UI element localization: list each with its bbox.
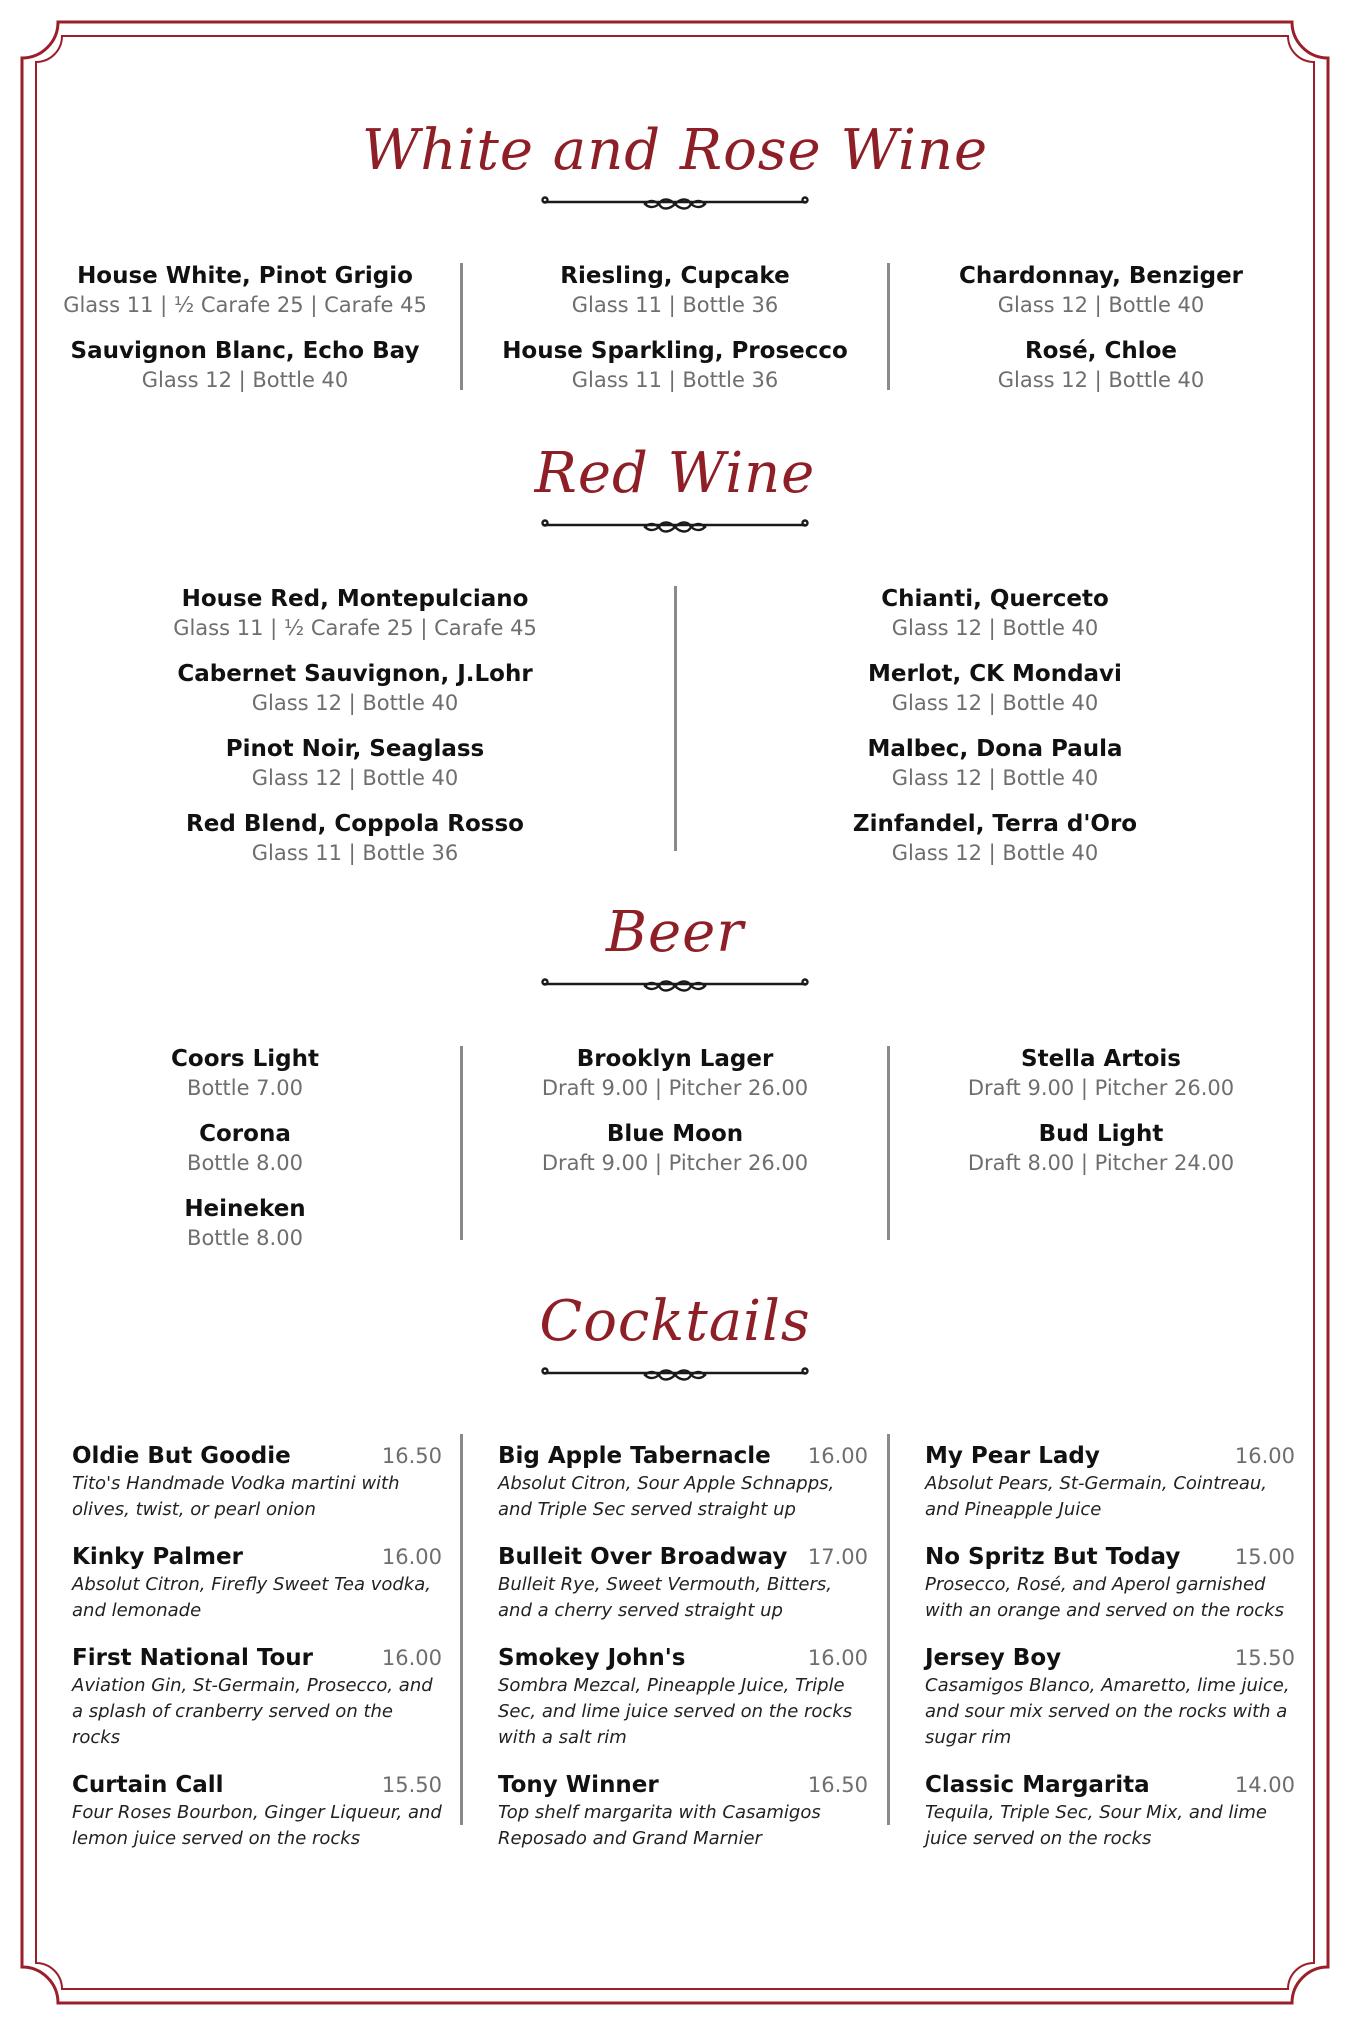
- menu-item: [470, 261, 880, 319]
- item-name: Chianti, Querceto: [881, 586, 1109, 612]
- cocktail-description: Aviation Gin, St-Germain, Prosecco, and a splash of cranberry served on the rocks: [72, 1675, 433, 1748]
- cocktail-item: [72, 1542, 442, 1624]
- column-divider: [460, 1046, 463, 1240]
- item-name: House White, Pinot Grigio: [77, 263, 413, 289]
- red-column-2: [790, 584, 1200, 884]
- beer-column-2: [470, 1044, 880, 1194]
- cocktail-price: 15.50: [381, 1773, 442, 1797]
- cocktail-price: 17.00: [807, 1545, 868, 1569]
- menu-item: [790, 734, 1200, 792]
- cocktail-description: Prosecco, Rosé, and Aperol garnished with an orange and served on the rocks: [925, 1574, 1284, 1621]
- section-title-cocktails: Cocktails: [539, 1289, 811, 1354]
- column-divider: [887, 263, 890, 390]
- item-price: Glass 12 | Bottle 40: [997, 293, 1205, 317]
- item-name: Merlot, CK Mondavi: [868, 661, 1122, 687]
- cocktail-item: [72, 1770, 442, 1852]
- cocktail-name: Big Apple Tabernacle: [498, 1443, 771, 1469]
- cocktail-name: My Pear Lady: [925, 1443, 1100, 1469]
- item-name: Cabernet Sauvignon, J.Lohr: [177, 661, 533, 687]
- menu-item: [470, 1119, 880, 1177]
- column-divider: [460, 263, 463, 390]
- cocktail-description: Absolut Citron, Firefly Sweet Tea vodka, and lemonade: [72, 1574, 431, 1621]
- cocktail-item: [925, 1770, 1295, 1852]
- item-name: Stella Artois: [1021, 1046, 1181, 1072]
- white-rose-column-3: [896, 261, 1306, 411]
- item-price: Glass 12 | Bottle 40: [891, 841, 1099, 865]
- item-price: Glass 11 | ½ Carafe 25 | Carafe 45: [63, 293, 427, 317]
- cocktail-name: Tony Winner: [498, 1772, 659, 1798]
- cocktail-price: 14.00: [1234, 1773, 1295, 1797]
- item-price: Draft 9.00 | Pitcher 26.00: [541, 1151, 809, 1175]
- white-rose-column-1: [40, 261, 450, 411]
- item-name: Zinfandel, Terra d'Oro: [852, 811, 1138, 837]
- cocktail-price: 16.00: [807, 1444, 868, 1468]
- item-name: House Sparkling, Prosecco: [502, 338, 848, 364]
- menu-item: [150, 809, 560, 867]
- item-name: Brooklyn Lager: [576, 1046, 774, 1072]
- menu-item: [150, 734, 560, 792]
- item-price: Glass 11 | Bottle 36: [571, 368, 779, 392]
- column-divider: [460, 1434, 463, 1825]
- cocktail-name: No Spritz But Today: [925, 1544, 1181, 1570]
- cocktail-price: 15.50: [1234, 1646, 1295, 1670]
- cocktail-price: 16.00: [807, 1646, 868, 1670]
- item-price: Glass 12 | Bottle 40: [251, 691, 459, 715]
- cocktail-price: 16.00: [381, 1646, 442, 1670]
- cocktail-item: [925, 1643, 1295, 1751]
- item-price: Draft 9.00 | Pitcher 26.00: [967, 1076, 1235, 1100]
- cocktail-item: [72, 1441, 442, 1523]
- menu-item: [896, 1044, 1306, 1102]
- cocktail-name: Jersey Boy: [925, 1645, 1062, 1671]
- menu-item: [896, 336, 1306, 394]
- item-price: Bottle 7.00: [187, 1076, 303, 1100]
- section-title-white-rose: White and Rose Wine: [361, 118, 989, 183]
- menu-item: [40, 1044, 450, 1102]
- menu-item: [470, 1044, 880, 1102]
- item-name: House Red, Montepulciano: [181, 586, 529, 612]
- item-name: Riesling, Cupcake: [560, 263, 790, 289]
- cocktail-description: Sombra Mezcal, Pineapple Juice, Triple Sec, and lime juice served on the rocks with a salt rim: [498, 1675, 853, 1748]
- menu-item: [470, 336, 880, 394]
- menu-item: [40, 1194, 450, 1252]
- item-name: Sauvignon Blanc, Echo Bay: [70, 338, 420, 364]
- cocktail-description: Tequila, Triple Sec, Sour Mix, and lime juice served on the rocks: [925, 1802, 1268, 1849]
- column-divider: [887, 1434, 890, 1825]
- beer-column-3: [896, 1044, 1306, 1194]
- item-name: Coors Light: [171, 1046, 319, 1072]
- menu-item: [896, 1119, 1306, 1177]
- cocktail-item: [925, 1441, 1295, 1523]
- section-title-beer: Beer: [605, 900, 745, 965]
- cocktail-description: Bulleit Rye, Sweet Vermouth, Bitters, and a cherry served straight up: [498, 1574, 833, 1621]
- item-name: Corona: [199, 1121, 291, 1147]
- item-price: Draft 8.00 | Pitcher 24.00: [967, 1151, 1235, 1175]
- cocktails-column-1: [72, 1441, 442, 1871]
- cocktail-name: Bulleit Over Broadway: [498, 1544, 788, 1570]
- cocktail-name: Classic Margarita: [925, 1772, 1150, 1798]
- cocktail-name: Smokey John's: [498, 1645, 686, 1671]
- item-price: Glass 11 | Bottle 36: [251, 841, 459, 865]
- column-divider: [887, 1046, 890, 1240]
- cocktail-item: [925, 1542, 1295, 1624]
- item-price: Bottle 8.00: [187, 1226, 303, 1250]
- item-price: Glass 11 | Bottle 36: [571, 293, 779, 317]
- cocktail-description: Tito's Handmade Vodka martini with olives, twist, or pearl onion: [72, 1473, 400, 1520]
- column-divider: [674, 586, 677, 851]
- cocktail-description: Top shelf margarita with Casamigos Reposado and Grand Marnier: [498, 1802, 821, 1849]
- menu-item: [40, 1119, 450, 1177]
- flourish-divider-icon: [541, 193, 809, 215]
- menu-item: [150, 584, 560, 642]
- white-rose-column-2: [470, 261, 880, 411]
- flourish-divider-icon: [541, 516, 809, 538]
- cocktail-item: [498, 1770, 868, 1852]
- cocktail-item: [498, 1643, 868, 1751]
- menu-item: [150, 659, 560, 717]
- beer-column-1: [40, 1044, 450, 1269]
- menu-item: [790, 809, 1200, 867]
- cocktail-description: Casamigos Blanco, Amaretto, lime juice, and sour mix served on the rocks with a sugar rim: [925, 1675, 1290, 1748]
- cocktail-price: 16.00: [381, 1545, 442, 1569]
- cocktail-item: [498, 1441, 868, 1523]
- menu-item: [896, 261, 1306, 319]
- item-name: Rosé, Chloe: [1024, 338, 1178, 364]
- item-price: Glass 12 | Bottle 40: [891, 691, 1099, 715]
- cocktail-description: Four Roses Bourbon, Ginger Liqueur, and lemon juice served on the rocks: [72, 1802, 442, 1849]
- item-name: Bud Light: [1038, 1121, 1164, 1147]
- cocktails-column-3: [925, 1441, 1295, 1871]
- item-price: Glass 12 | Bottle 40: [891, 766, 1099, 790]
- item-price: Glass 12 | Bottle 40: [251, 766, 459, 790]
- cocktail-description: Absolut Citron, Sour Apple Schnapps, and Triple Sec served straight up: [498, 1473, 835, 1520]
- cocktail-price: 16.50: [381, 1444, 442, 1468]
- menu-item: [40, 336, 450, 394]
- menu-item: [790, 659, 1200, 717]
- cocktail-name: First National Tour: [72, 1645, 314, 1671]
- cocktail-price: 16.50: [807, 1773, 868, 1797]
- cocktail-description: Absolut Pears, St-Germain, Cointreau, and Pineapple Juice: [925, 1473, 1267, 1520]
- flourish-divider-icon: [541, 975, 809, 997]
- item-name: Pinot Noir, Seaglass: [225, 736, 485, 762]
- cocktail-item: [72, 1643, 442, 1751]
- cocktail-name: Kinky Palmer: [72, 1544, 243, 1570]
- cocktail-item: [498, 1542, 868, 1624]
- item-price: Glass 12 | Bottle 40: [891, 616, 1099, 640]
- item-name: Malbec, Dona Paula: [867, 736, 1123, 762]
- red-column-1: [150, 584, 560, 884]
- item-price: Glass 12 | Bottle 40: [141, 368, 349, 392]
- menu-item: [790, 584, 1200, 642]
- cocktail-price: 15.00: [1234, 1545, 1295, 1569]
- section-title-red-wine: Red Wine: [534, 441, 816, 506]
- item-price: Glass 11 | ½ Carafe 25 | Carafe 45: [173, 616, 537, 640]
- item-name: Heineken: [184, 1196, 306, 1222]
- item-name: Blue Moon: [606, 1121, 744, 1147]
- cocktail-name: Oldie But Goodie: [72, 1443, 291, 1469]
- cocktail-price: 16.00: [1234, 1444, 1295, 1468]
- cocktail-name: Curtain Call: [72, 1772, 224, 1798]
- item-price: Draft 9.00 | Pitcher 26.00: [541, 1076, 809, 1100]
- item-name: Red Blend, Coppola Rosso: [186, 811, 524, 837]
- flourish-divider-icon: [541, 1364, 809, 1386]
- item-name: Chardonnay, Benziger: [958, 263, 1244, 289]
- item-price: Bottle 8.00: [187, 1151, 303, 1175]
- item-price: Glass 12 | Bottle 40: [997, 368, 1205, 392]
- cocktails-column-2: [498, 1441, 868, 1871]
- menu-item: [40, 261, 450, 319]
